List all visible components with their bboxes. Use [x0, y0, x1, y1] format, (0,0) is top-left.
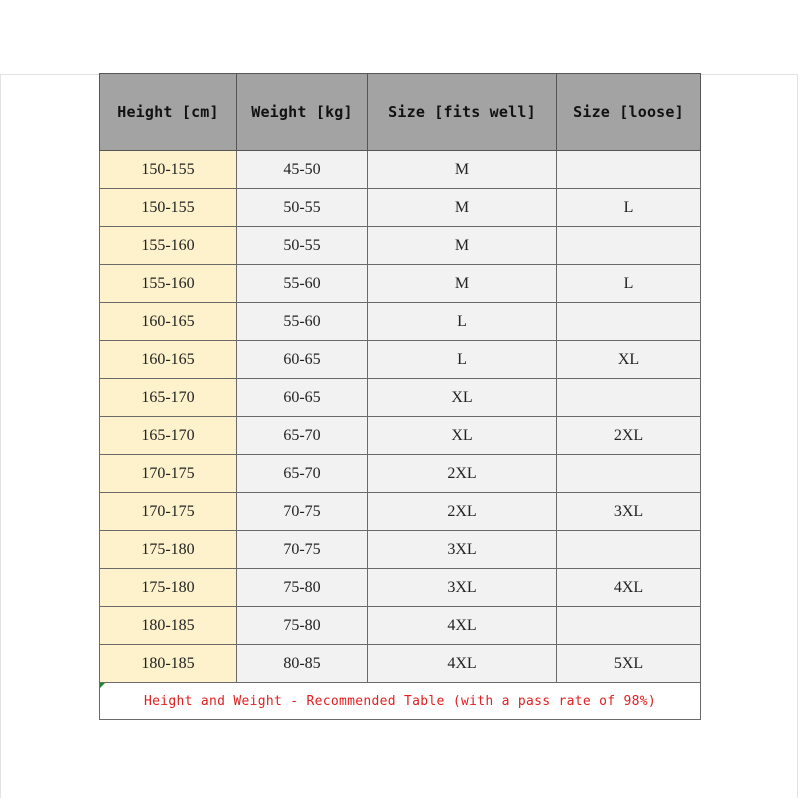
table-row: [100, 265, 701, 303]
header-row: [100, 74, 701, 151]
fits-well-size-cell: M: [368, 227, 557, 265]
loose-size-cell: [557, 151, 701, 189]
loose-size-cell: [557, 455, 701, 493]
loose-size-cell: 3XL: [557, 493, 701, 531]
height-cell: 155-160: [100, 265, 237, 303]
fits-well-size-cell: 3XL: [368, 569, 557, 607]
note-row: [100, 683, 701, 720]
loose-size-cell: [557, 607, 701, 645]
height-cell: 175-180: [100, 569, 237, 607]
fits-well-size-cell: M: [368, 189, 557, 227]
loose-size-cell: [557, 303, 701, 341]
table-row: [100, 341, 701, 379]
table-row: [100, 455, 701, 493]
size-chart-table: [99, 73, 701, 720]
weight-cell: 50-55: [237, 227, 368, 265]
fits-well-size-cell: XL: [368, 417, 557, 455]
table-row: [100, 607, 701, 645]
weight-cell: 80-85: [237, 645, 368, 683]
table-row: [100, 493, 701, 531]
fits-well-size-cell: 2XL: [368, 493, 557, 531]
weight-cell: 75-80: [237, 569, 368, 607]
height-cell: 175-180: [100, 531, 237, 569]
height-cell: 165-170: [100, 379, 237, 417]
height-cell: 160-165: [100, 303, 237, 341]
weight-cell: 50-55: [237, 189, 368, 227]
loose-size-cell: [557, 227, 701, 265]
table-row: [100, 531, 701, 569]
weight-cell: 45-50: [237, 151, 368, 189]
table-row: [100, 417, 701, 455]
fits-well-size-cell: M: [368, 151, 557, 189]
loose-size-cell: [557, 379, 701, 417]
fits-well-size-cell: 4XL: [368, 645, 557, 683]
weight-cell: 70-75: [237, 531, 368, 569]
fits-well-size-cell: 3XL: [368, 531, 557, 569]
loose-size-cell: L: [557, 265, 701, 303]
header-size-fits-well: Size [fits well]: [368, 74, 557, 151]
loose-size-cell: 5XL: [557, 645, 701, 683]
weight-cell: 60-65: [237, 341, 368, 379]
fits-well-size-cell: L: [368, 303, 557, 341]
table-header: [100, 74, 701, 151]
fits-well-size-cell: XL: [368, 379, 557, 417]
table-row: [100, 189, 701, 227]
height-cell: 170-175: [100, 455, 237, 493]
fits-well-size-cell: L: [368, 341, 557, 379]
table-row: [100, 379, 701, 417]
loose-size-cell: [557, 531, 701, 569]
table-row: [100, 569, 701, 607]
table-body: [100, 151, 701, 720]
height-cell: 160-165: [100, 341, 237, 379]
weight-cell: 75-80: [237, 607, 368, 645]
recommendation-note: Height and Weight - Recommended Table (with a pass rate of 98%): [144, 694, 656, 709]
weight-cell: 55-60: [237, 265, 368, 303]
fits-well-size-cell: 2XL: [368, 455, 557, 493]
height-cell: 180-185: [100, 645, 237, 683]
height-cell: 165-170: [100, 417, 237, 455]
fits-well-size-cell: M: [368, 265, 557, 303]
header-height: Height [cm]: [100, 74, 237, 151]
cell-marker-icon: [100, 683, 105, 688]
table-row: [100, 151, 701, 189]
weight-cell: 65-70: [237, 455, 368, 493]
weight-cell: 65-70: [237, 417, 368, 455]
height-cell: 170-175: [100, 493, 237, 531]
table-row: [100, 303, 701, 341]
loose-size-cell: 2XL: [557, 417, 701, 455]
weight-cell: 60-65: [237, 379, 368, 417]
table-row: [100, 645, 701, 683]
note-cell: [100, 683, 701, 720]
table-row: [100, 227, 701, 265]
loose-size-cell: XL: [557, 341, 701, 379]
height-cell: 150-155: [100, 151, 237, 189]
header-size-loose: Size [loose]: [557, 74, 701, 151]
loose-size-cell: L: [557, 189, 701, 227]
header-weight: Weight [kg]: [237, 74, 368, 151]
height-cell: 155-160: [100, 227, 237, 265]
loose-size-cell: 4XL: [557, 569, 701, 607]
weight-cell: 70-75: [237, 493, 368, 531]
fits-well-size-cell: 4XL: [368, 607, 557, 645]
weight-cell: 55-60: [237, 303, 368, 341]
height-cell: 180-185: [100, 607, 237, 645]
height-cell: 150-155: [100, 189, 237, 227]
